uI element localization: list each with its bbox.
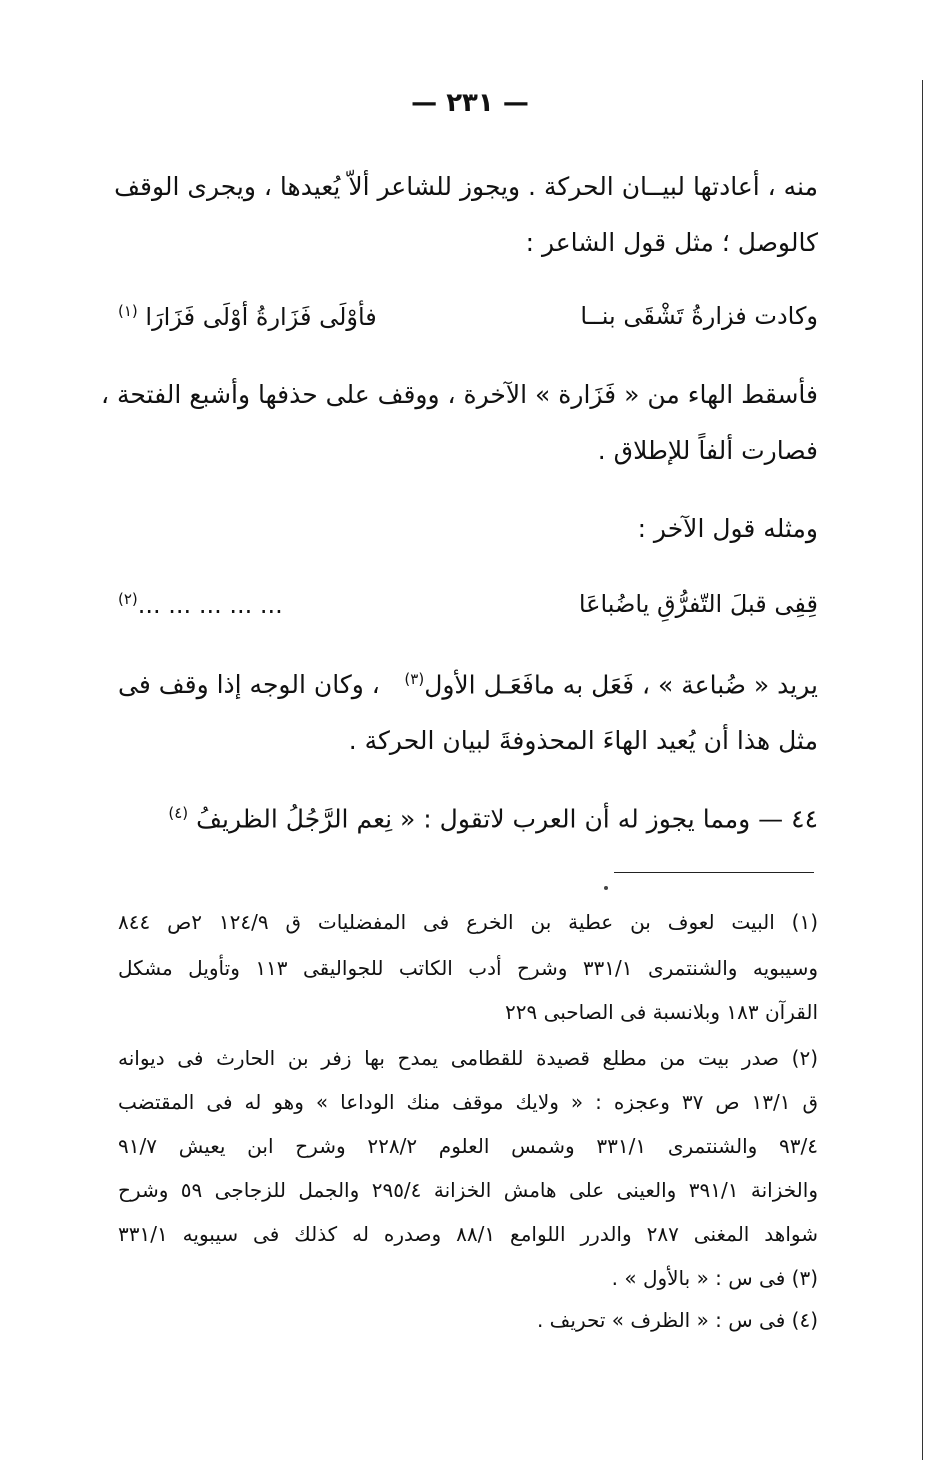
footnote-3: (٣) فى س : « بالأول » . [611, 1266, 818, 1290]
verse-1-second-hemistich [118, 302, 377, 331]
footnote-1-line-3: القرآن ١٨٣ وبلانسبة فى الصاحبى ٢٢٩ [504, 1000, 818, 1024]
footnote-2-line-3: ٩٣/٤ والشنتمرى ٣٣١/١ وشمس العلوم ٢٢٨/٢ وشرح ابن يعيش ٩١/٧ [118, 1134, 819, 1158]
footnote-ref-3: (٣) [404, 670, 425, 688]
footnote-separator [614, 872, 814, 873]
paragraph-44 [118, 804, 818, 833]
body-line-6 [118, 670, 818, 699]
body-line-3: فأسقط الهاء من « فَزَارة » الآخرة ، ووقف على حذفها وأشبع الفتحة ، [100, 380, 818, 409]
body-line-4: فصارت ألفاً للإطلاق . [597, 436, 818, 465]
footnote-ref-4: (٤) [168, 804, 189, 822]
footnote-ref-1: (١) [118, 302, 138, 320]
footnote-4: (٤) فى س : « الظرف » تحريف . [536, 1308, 818, 1332]
body-line-6-part-1 [404, 670, 818, 699]
paragraph-44-text: ٤٤ — ومما يجوز له أن العرب لاتقول : « نِعم الرَّجُلُ الظريفُ [196, 804, 818, 834]
scan-speck [604, 886, 608, 890]
footnote-2-line-2: ق ١٣/١ ص ٣٧ وعجزه : « ولايك موقف منك الوداعا » وهو له فى المقتضب [118, 1090, 818, 1114]
verse-2-second-hemistich [118, 590, 283, 619]
verse-1 [118, 302, 818, 331]
body-line-2: كالوصل ؛ مثل قول الشاعر : [525, 228, 818, 257]
body-line-6-part-2: ، وكان الوجه إذا وقف فى [118, 670, 380, 699]
scan-edge-line [922, 80, 923, 1460]
verse-2-ellipsis: ... ... ... ... ... [137, 591, 283, 619]
verse-1-first-hemistich: وكادت فزارةُ تَشْقَى بنــا [580, 302, 818, 330]
body-line-1: منه ، أعادتها لبيــان الحركة . ويجوز للشاعر ألاّ يُعيدها ، ويجرى الوقف [114, 172, 818, 201]
footnote-1-line-1: (١) البيت لعوف بن عطية بن الخرع فى المفضليات ق ١٢٤/٩ ٢ص ٨٤٤ [118, 910, 818, 934]
footnote-2-line-5: شواهد المغنى ٢٨٧ والدرر اللوامع ٨٨/١ وصدره له كذلك فى سيبويه ٣٣١/١ [118, 1222, 818, 1246]
body-line-7: مثل هذا أن يُعيد الهاءَ المحذوفةَ لبيان الحركة . [348, 726, 818, 755]
body-line-5: ومثله قول الآخر : [637, 514, 818, 543]
footnote-ref-2: (٢) [118, 590, 138, 608]
footnote-2-line-1: (٢) صدر بيت من مطلع قصيدة للقطامى يمدح بها زفر بن الحارث فى ديوانه [118, 1046, 818, 1070]
verse-2-first-hemistich: قِفِى قبلَ التّفرُّقِ ياضُباعَا [578, 590, 818, 618]
body-line-6-text: يريد « ضُباعة » ، فَعَل به مافَعَـل الأول [424, 670, 818, 700]
footnote-1-line-2: وسيبويه والشنتمرى ٣٣١/١ وشرح أدب الكاتب للجواليقى ١١٣ وتأويل مشكل [118, 956, 818, 980]
verse-2 [118, 590, 818, 619]
verse-1-second-text: فأوْلَى فَزَارةُ أوْلَى فَزَارَا [145, 303, 377, 331]
footnote-2-line-4: والخزانة ٣٩١/١ والعينى على هامش الخزانة ٢٩٥/٤ والجمل للزجاجى ٥٩ وشرح [118, 1178, 818, 1202]
page-number: — ٢٣١ — [411, 88, 529, 118]
